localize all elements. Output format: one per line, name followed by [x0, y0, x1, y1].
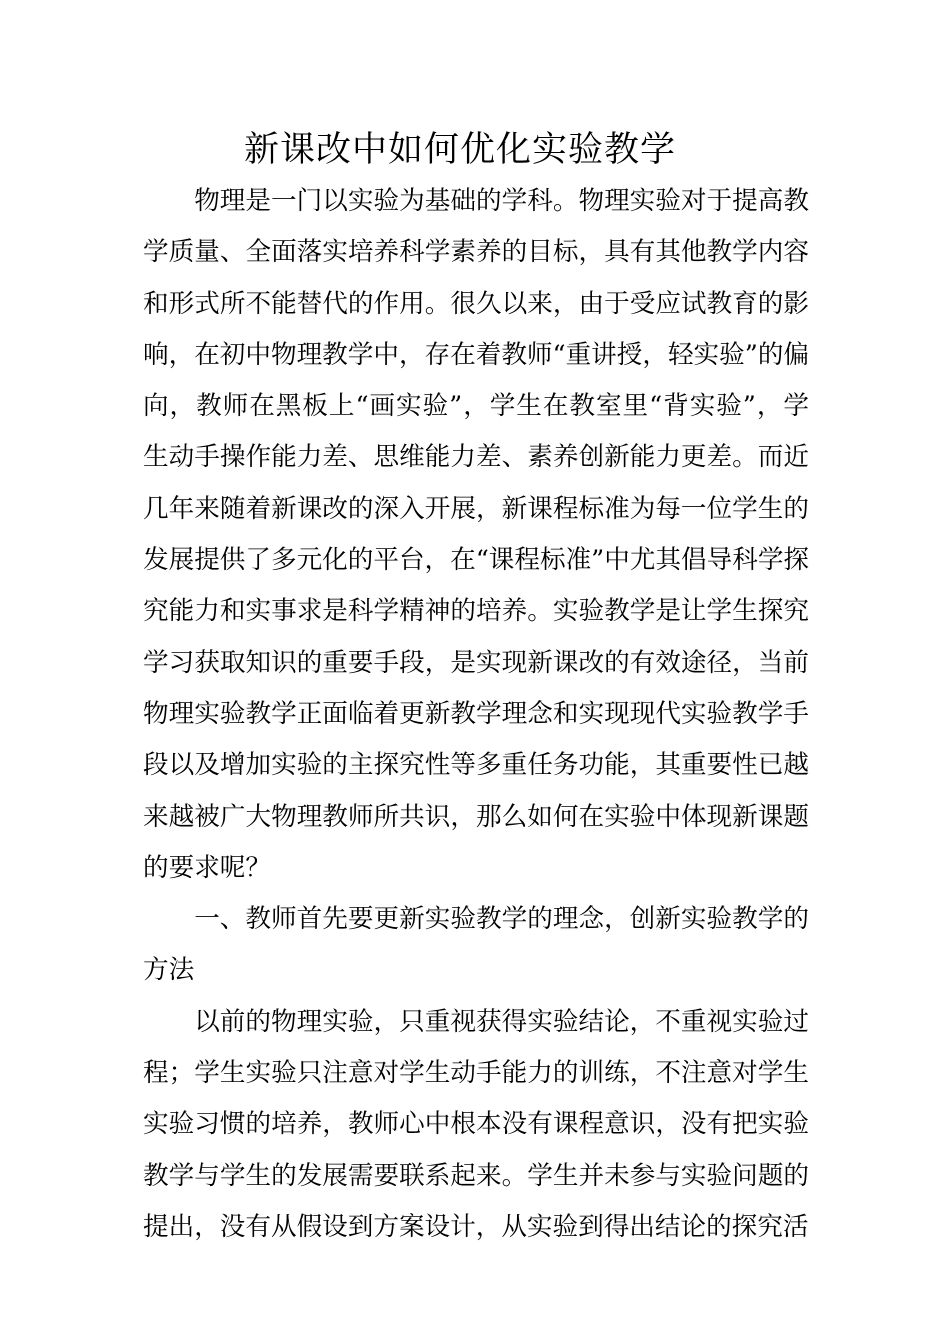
document-title: 新课改中如何优化实验教学 — [243, 130, 676, 170]
paragraph-section-1: 以前的物理实验，只重视获得实验结论，不重视实验过程；学生实验只注意对学生动手能力的训练，不注意对学生实验习惯的培养，教师心中根本没有课程意识，没有把实验教学与学生的发展需要联系起来。学生并未参与实验问题的提出，没有从假设到方案设计，从实验到得出结论的探究活 — [143, 1006, 809, 1242]
section-heading-1: 一、教师首先要更新实验教学的理念，创新实验教学的方法 — [143, 904, 809, 986]
paragraph-intro: 物理是一门以实验为基础的学科。物理实验对于提高教学质量、全面落实培养科学素养的目标，具有其他教学内容和形式所不能替代的作用。很久以来，由于受应试教育的影响，在初中物理教学中，存在着教师“重讲授，轻实验”的偏向，教师在黑板上“画实验”，学生在教室里“背实验”，学生动手操作能力差、思维能力差、素养创新能力更差。而近几年来随着新课改的深入开展，新课程标准为每一位学生的发展提供了多元化的平台，在“课程标准”中尤其倡导科学探究能力和实事求是科学精神的培养。实验教学是让学生探究学习获取知识的重要手段，是实现新课改的有效途径，当前物理实验教学正面临着更新教学理念和实现现代实验教学手段以及增加实验的主探究性等多重任务功能，其重要性已越来越被广大物理教师所共识，那么如何在实验中体现新课题的要求呢？ — [143, 186, 810, 883]
document-body — [143, 176, 809, 1253]
